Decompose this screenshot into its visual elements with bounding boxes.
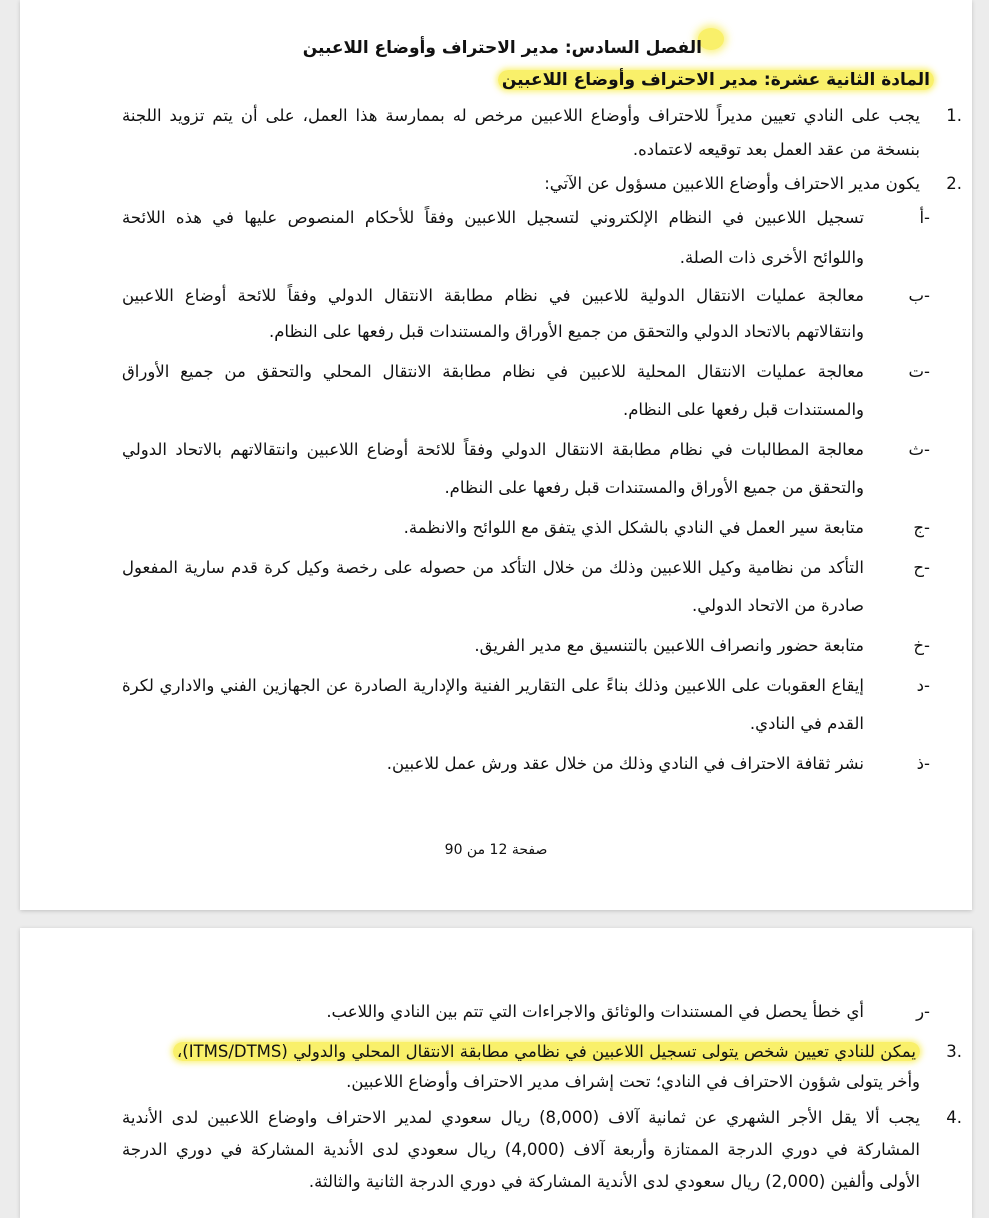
- subitem-d-line-1: إيقاع العقوبات على اللاعبين وذلك بناءً على التقارير الفنية والإدارية الصادرة عن الجهازين الفني والاداري لكرة: [122, 676, 864, 695]
- subitem-h-line-2: صادرة من الاتحاد الدولي.: [691, 596, 864, 615]
- document-page-13: [20, 928, 972, 1218]
- article-title: المادة الثانية عشرة: مدير الاحتراف وأوضاع اللاعبين: [498, 68, 934, 92]
- page-footer: صفحة 12 من 90: [444, 842, 548, 858]
- subitem-marker: ذ-: [916, 754, 930, 773]
- item-4-line-1: يجب ألا يقل الأجر الشهري عن ثمانية آلاف (8,000) ريال سعودي لمدير الاحتراف واوضاع اللاعبين لدى الأندية: [122, 1108, 920, 1127]
- subitem-j-line-1: متابعة سير العمل في النادي بالشكل الذي يتفق مع اللوائح والانظمة.: [403, 518, 864, 537]
- subitem-b-line-2: وانتقالاتهم بالاتحاد الدولي والتحقق من جميع الأوراق والمستندات قبل رفعها على النظام.: [268, 322, 864, 341]
- chapter-title: الفصل السادس: مدير الاحتراف وأوضاع اللاعبين: [302, 38, 702, 58]
- subitem-h-line-1: التأكد من نظامية وكيل اللاعبين وذلك من خلال التأكد من حصوله على رخصة وكيل كرة قدم سارية المفعول: [122, 558, 864, 577]
- subitem-marker: خ-: [913, 636, 930, 655]
- subitem-marker: أ-: [919, 208, 930, 227]
- subitem-marker: ب-: [908, 286, 930, 305]
- item-4-line-2: المشاركة في دوري الدرجة الممتازة وأربعة آلاف (4,000) ريال سعودي لدى الأندية المشاركة في دوري الدرجة: [122, 1140, 920, 1159]
- item-3-line-2: وأخر يتولى شؤون الاحتراف في النادي؛ تحت إشراف مدير الاحتراف وأوضاع اللاعبين.: [346, 1072, 920, 1091]
- subitem-marker: ر-: [916, 1002, 930, 1021]
- item-marker: 4.: [946, 1108, 962, 1127]
- subitem-t-line-1: معالجة عمليات الانتقال المحلية للاعبين في نظام مطابقة الانتقال المحلي والتحقق من جميع الأوراق: [122, 362, 864, 381]
- subitem-r-line-1: أي خطأ يحصل في المستندات والوثائق والاجراءات التي تتم بين النادي واللاعب.: [326, 1002, 864, 1021]
- subitem-marker: ث-: [908, 440, 930, 459]
- item-2-line-1: يكون مدير الاحتراف وأوضاع اللاعبين مسؤول عن الآتي:: [544, 174, 920, 193]
- subitem-th-line-1: معالجة المطالبات في نظام مطابقة الانتقال الدولي وفقاً للائحة أوضاع اللاعبين وانتقالاتهم بالاتحاد الدولي: [122, 440, 864, 459]
- subitem-d-line-2: القدم في النادي.: [749, 714, 864, 733]
- subitem-marker: ح-: [913, 558, 930, 577]
- subitem-t-line-2: والمستندات قبل رفعها على النظام.: [622, 400, 864, 419]
- subitem-th-line-2: والتحقق من جميع الأوراق والمستندات قبل رفعها على النظام.: [444, 478, 864, 497]
- item-1-line-1: يجب على النادي تعيين مديراً للاحتراف وأوضاع اللاعبين مرخص له بممارسة هذا العمل، على أن يتم تزويد اللجنة: [122, 106, 920, 125]
- item-marker: 2.: [946, 174, 962, 193]
- subitem-a-line-1: تسجيل اللاعبين في النظام الإلكتروني لتسجيل اللاعبين وفقاً للأحكام المنصوص عليها في هذه اللائحة: [122, 208, 864, 227]
- subitem-dh-line-1: نشر ثقافة الاحتراف في النادي وذلك من خلال عقد ورش عمل للاعبين.: [386, 754, 864, 773]
- item-marker: 1.: [946, 106, 962, 125]
- item-3-line-1: يمكن للنادي تعيين شخص يتولى تسجيل اللاعبين في نظامي مطابقة الانتقال المحلي والدولي (ITMS/DTMS)،: [173, 1040, 920, 1064]
- item-4-line-3: الأولى وألفين (2,000) ريال سعودي لدى الأندية المشاركة في دوري الدرجة الثانية والثالثة.: [308, 1172, 920, 1191]
- subitem-marker: ج-: [913, 518, 930, 537]
- item-1-line-2: بنسخة من عقد العمل بعد توقيعه لاعتماده.: [632, 140, 920, 159]
- item-marker: 3.: [946, 1042, 962, 1061]
- subitem-marker: د-: [916, 676, 930, 695]
- subitem-marker: ت-: [908, 362, 930, 381]
- subitem-b-line-1: معالجة عمليات الانتقال الدولية للاعبين في نظام مطابقة الانتقال الدولي وفقاً للائحة أوضاع اللاعبين: [122, 286, 864, 305]
- document-page-12: [20, 0, 972, 910]
- subitem-kh-line-1: متابعة حضور وانصراف اللاعبين بالتنسيق مع مدير الفريق.: [474, 636, 864, 655]
- subitem-a-line-2: واللوائح الأخرى ذات الصلة.: [679, 248, 864, 267]
